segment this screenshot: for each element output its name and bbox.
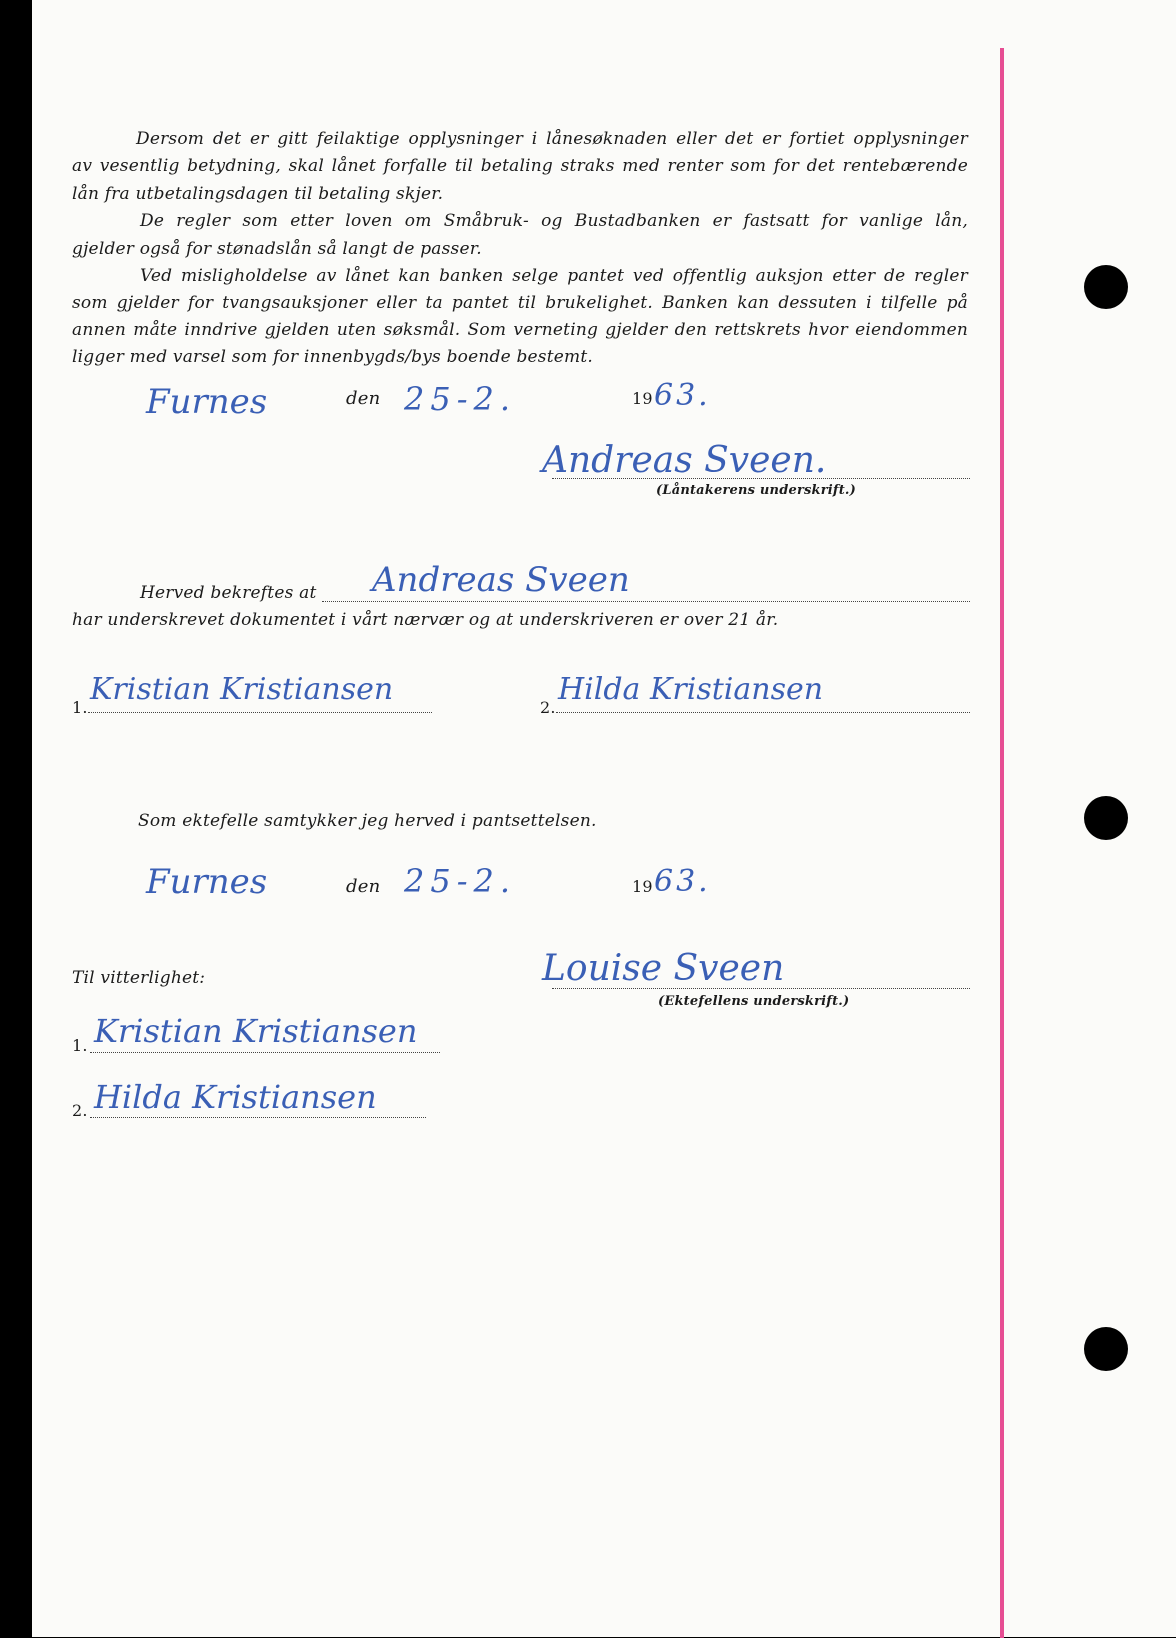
confirmation-witness-1-number: 1. (72, 698, 88, 717)
borrower-signature: Andreas Sveen. (542, 440, 827, 481)
paragraph-2-line-2: gjelder også for stønadslån så langt de passer. (72, 239, 482, 259)
document-page (32, 0, 1176, 1637)
paragraph-3-line-4: ligger med varsel som for innenbygds/bys boende bestemt. (72, 347, 593, 367)
spouse-witness-1-number: 1. (72, 1036, 88, 1055)
punch-hole-bottom (1084, 1327, 1128, 1371)
paragraph-1-line-1: Dersom det er gitt feilaktige opplysninger i lånesøknaden eller det er fortiet opplysninger (136, 129, 968, 149)
paragraph-2-line-1: De regler som etter loven om Småbruk- og Bustadbanken er fastsatt for vanlige lån, (140, 211, 968, 231)
spouse-witness-1-line (90, 1052, 440, 1053)
paragraph-3-line-2: som gjelder for tvangsauksjoner eller ta pantet til brukelighet. Banken kan dessuten i tilfelle på (72, 293, 968, 313)
paragraph-3-line-3: annen måte inndrive gjelden uten søksmål. Som verneting gjelder den rettskrets hvor eiendommen (72, 320, 968, 340)
spouse-witness-2: Hilda Kristiansen (94, 1078, 377, 1116)
confirmation-witness-2: Hilda Kristiansen (558, 672, 824, 707)
confirmation-name: Andreas Sveen (372, 560, 630, 600)
spouse-signature: Louise Sveen (542, 948, 785, 989)
borrower-year-suffix: 63. (654, 378, 711, 413)
borrower-date: 25-2. (404, 380, 517, 418)
spouse-signature-caption: (Ektefellens underskrift.) (658, 994, 850, 1009)
spouse-place: Furnes (146, 862, 268, 902)
spouse-witness-2-number: 2. (72, 1101, 88, 1120)
spouse-consent-text: Som ektefelle samtykker jeg herved i pantsettelsen. (138, 811, 597, 831)
spouse-year-suffix: 63. (654, 864, 711, 899)
borrower-place: Furnes (146, 382, 268, 422)
confirmation-witness-2-number: 2. (540, 698, 556, 717)
margin-line (1000, 48, 1004, 1638)
confirmation-witness-1: Kristian Kristiansen (90, 672, 394, 707)
confirmation-statement: har underskrevet dokumentet i vårt nærvær og at underskriveren er over 21 år. (72, 610, 779, 630)
paragraph-3-line-1: Ved misligholdelse av lånet kan banken selge pantet ved offentlig auksjon etter de regler (140, 266, 968, 286)
spouse-date: 25-2. (404, 862, 517, 900)
borrower-signature-line (552, 478, 970, 479)
borrower-signature-caption: (Låntakerens underskrift.) (656, 483, 856, 498)
confirmation-witness-2-line (556, 712, 970, 713)
spouse-witness-1: Kristian Kristiansen (94, 1012, 418, 1050)
paragraph-1-line-3: lån fra utbetalingsdagen til betaling skjer. (72, 184, 444, 204)
confirmation-name-line (322, 601, 970, 602)
borrower-year-prefix: 19 (632, 389, 653, 408)
til-vitterlighet-label: Til vitterlighet: (72, 968, 206, 988)
punch-hole-middle (1084, 796, 1128, 840)
punch-hole-top (1084, 265, 1128, 309)
confirmation-lead-text: Herved bekreftes at (140, 583, 317, 603)
spouse-witness-2-line (90, 1117, 426, 1118)
confirmation-witness-1-line (88, 712, 432, 713)
paragraph-1-line-2: av vesentlig betydning, skal lånet forfalle til betaling straks med renter som for det rentebærende (72, 156, 968, 176)
borrower-den-label: den (346, 388, 381, 409)
spouse-den-label: den (346, 876, 381, 897)
spouse-signature-line (552, 988, 970, 989)
spouse-year-prefix: 19 (632, 877, 653, 896)
